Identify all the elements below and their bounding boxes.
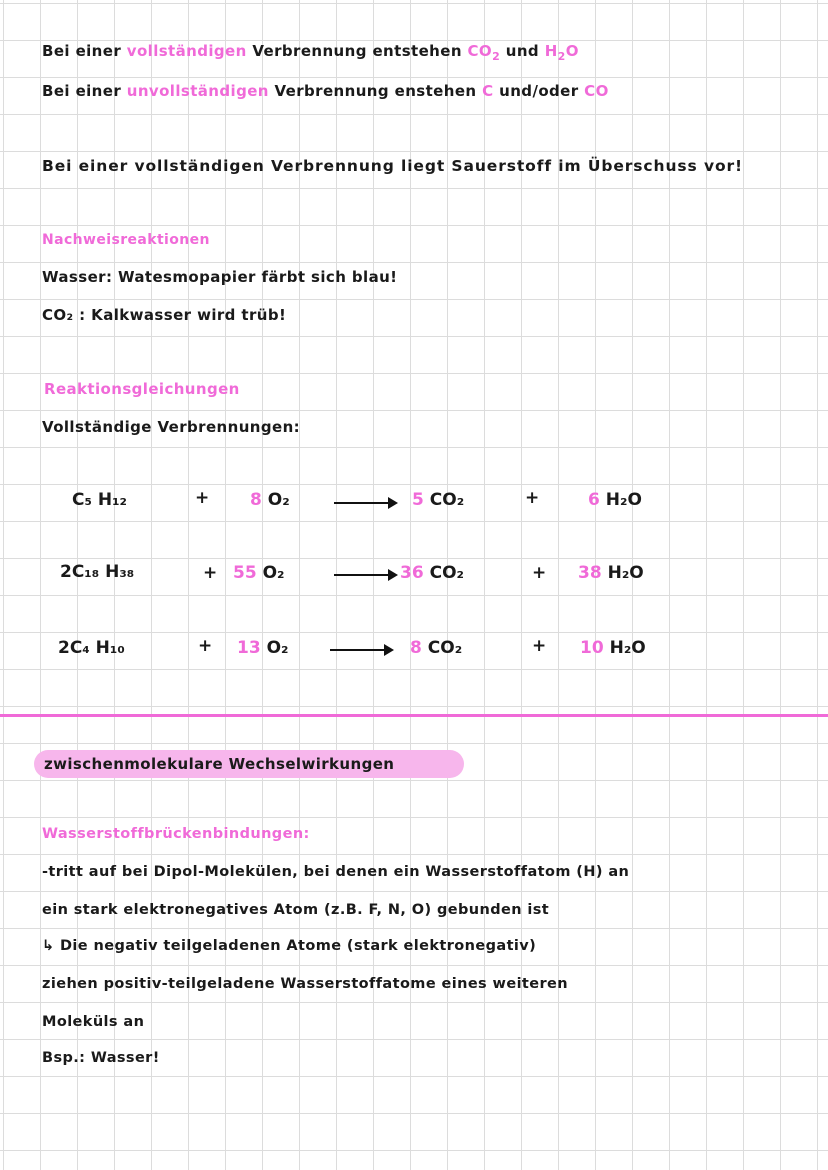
eq3-coef-2: 13: [237, 638, 261, 658]
body-line-2: ein stark elektronegatives Atom (z.B. F, N, O) gebunden ist: [42, 902, 550, 918]
subscript: 2: [557, 50, 566, 63]
subscript: 2: [492, 50, 501, 63]
eq3-product-1: CO₂: [427, 638, 463, 658]
eq3-arrow-icon: [330, 649, 392, 651]
eq1-plus-2: +: [525, 488, 540, 508]
section-divider: [0, 714, 828, 717]
intro-text: Bei einer: [42, 82, 127, 100]
intro-line-2: [42, 82, 609, 100]
eq3-plus: +: [198, 636, 213, 656]
eq3-reactant-2: O₂: [266, 638, 289, 658]
eq3-coef-4: 10: [580, 638, 604, 658]
eq2-plus-2: +: [532, 563, 547, 583]
co2-formula: CO: [467, 42, 493, 60]
body-line-5: Moleküls an: [42, 1014, 145, 1030]
intro-highlight: vollständigen: [126, 42, 247, 60]
eq1-reactant-2: O₂: [267, 490, 290, 510]
eq1-reactant-1: C₅ H₁₂: [72, 490, 127, 510]
intro-text: und/oder: [493, 82, 585, 100]
body-line-3: ↳ Die negativ teilgeladenen Atome (stark elektronegativ): [42, 938, 537, 954]
eq2-reactant-1: 2C₁₈ H₃₈: [60, 562, 135, 582]
eq2-product-2: H₂O: [607, 563, 644, 583]
eq2-plus: +: [203, 563, 218, 583]
zwischen-title: zwischenmolekulare Wechselwirkungen: [44, 755, 395, 773]
co-formula: CO: [584, 82, 609, 100]
eq1-product-1: CO₂: [429, 490, 465, 510]
intro-text: und: [500, 42, 545, 60]
eq1-coef-3: 5: [412, 490, 424, 510]
intro-text: Verbrennung enstehen: [268, 82, 483, 100]
eq2-reactant-2: O₂: [262, 563, 285, 583]
eq3-product-2: H₂O: [609, 638, 646, 658]
eq1-arrow-icon: [334, 502, 396, 504]
nachweis-line-1: Wasser: Watesmopapier färbt sich blau!: [42, 268, 398, 286]
eq2-coef-3: 36: [400, 563, 424, 583]
h2o-formula: O: [565, 42, 579, 60]
intro-line-1: [42, 42, 579, 63]
intro-line-3: Bei einer vollständigen Verbrennung liegt Sauerstoff im Überschuss vor!: [42, 157, 744, 175]
eq1-coef-4: 6: [588, 490, 600, 510]
wasserstoff-heading: Wasserstoffbrückenbindungen:: [42, 826, 310, 842]
body-line-1: -tritt auf bei Dipol-Molekülen, bei denen ein Wasserstoffatom (H) an: [42, 864, 630, 880]
intro-text: Verbrennung entstehen: [246, 42, 468, 60]
c-formula: C: [482, 82, 494, 100]
eq3-reactant-1: 2C₄ H₁₀: [58, 638, 125, 658]
eq1-product-2: H₂O: [605, 490, 642, 510]
body-line-6: Bsp.: Wasser!: [42, 1050, 160, 1066]
reaktion-subheading: Vollständige Verbrennungen:: [42, 418, 301, 436]
reaktion-heading: Reaktionsgleichungen: [44, 380, 240, 398]
eq2-product-1: CO₂: [429, 563, 464, 583]
nachweis-heading: Nachweisreaktionen: [42, 232, 210, 248]
eq3-plus-2: +: [532, 636, 547, 656]
h2o-formula: H: [544, 42, 558, 60]
eq1-plus: +: [195, 488, 210, 508]
eq2-coef-4: 38: [578, 563, 602, 583]
intro-text: Bei einer: [42, 42, 127, 60]
eq2-arrow-icon: [334, 574, 396, 576]
body-line-4: ziehen positiv-teilgeladene Wasserstoffatome eines weiteren: [42, 976, 569, 992]
eq3-coef-3: 8: [410, 638, 422, 658]
intro-highlight: unvollständigen: [126, 82, 269, 100]
eq2-coef-2: 55: [233, 563, 257, 583]
eq1-coef-2: 8: [250, 490, 262, 510]
nachweis-line-2: CO₂ : Kalkwasser wird trüb!: [42, 306, 287, 324]
